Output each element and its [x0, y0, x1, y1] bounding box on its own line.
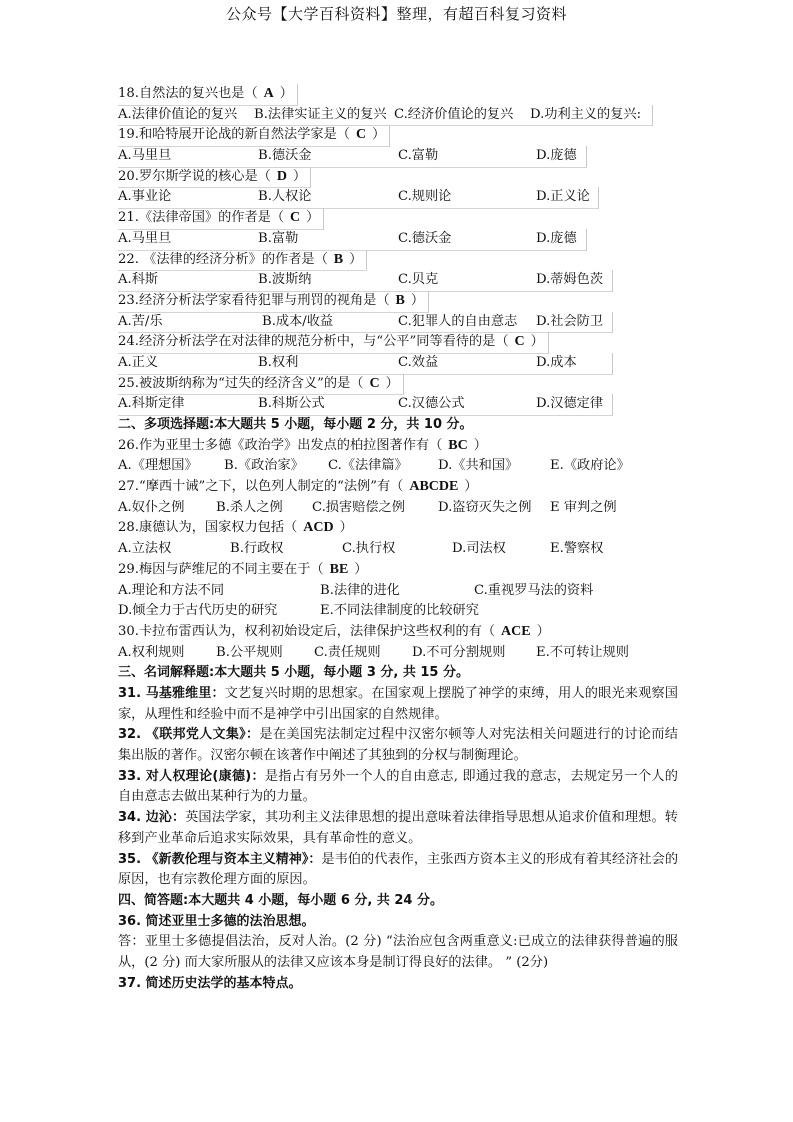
question-26: 26.作为亚里士多德《政治学》出发点的柏拉图著作有（ BC ） [118, 437, 487, 453]
option: E.警察权 [550, 541, 604, 557]
option: B.行政权 [230, 541, 284, 557]
question-29: 29.梅因与萨维尼的不同主要在于（ BE ） [118, 561, 368, 577]
term-31: 31. 马基雅维里：文艺复兴时期的思想家。在国家观上摆脱了神学的束缚，用人的眼光来观察国家，从理性和经验中而不是神学中引出国家的自然规律。 [118, 685, 678, 722]
option: E.《政府论》 [550, 458, 630, 474]
question-25 [118, 374, 678, 395]
question-stem: 23.经济分析法学家看待犯罪与刑罚的视角是（ B ） [118, 291, 429, 313]
options-row [118, 105, 653, 127]
option: D.正义论 [536, 189, 590, 205]
options-row [118, 312, 613, 334]
answer: B [395, 292, 405, 308]
question-28: 28.康德认为，国家权力包括（ ACD ） [118, 520, 353, 536]
term-33: 33. 对人权理论(康德)：是指占有另外一个人的自由意志, 即通过我的意志，去规定另一个人的自由意志去做出某种行为的力量。 [118, 768, 678, 805]
question-stem: 22. 《法律的经济分析》的作者是（ B ） [118, 250, 367, 272]
options-row [118, 270, 613, 292]
answer: C [369, 375, 380, 391]
answer: ACE [501, 623, 531, 639]
question-23 [118, 291, 678, 312]
option: C.犯罪人的自由意志 [398, 313, 518, 329]
answer: B [333, 251, 344, 267]
question-stem: 24.经济分析法学在对法律的规范分析中，与“公平”同等看待的是（ C ） [118, 332, 549, 354]
question-18 [118, 84, 678, 105]
option: A.正义 [118, 354, 159, 370]
option: C.损害赔偿之例 [312, 499, 405, 515]
options-row [118, 353, 613, 375]
option: B.权利 [258, 354, 299, 370]
option: D.蒂姆色茨 [536, 272, 604, 288]
answer: ACD [303, 520, 334, 536]
question-36: 36. 简述亚里士多德的法治思想。 [118, 913, 315, 929]
question-22 [118, 250, 678, 271]
option: C.德沃金 [398, 230, 452, 246]
option: B.德沃金 [258, 148, 312, 164]
term-32: 32. 《联邦党人文集》：是在美国宪法制定过程中汉密尔顿等人对宪法相关问题进行的讨论而结集出版的著作。汉密尔顿在该著作中阐述了其独到的分权与制衡理论。 [118, 727, 678, 764]
options-row [118, 187, 599, 209]
option: E.不可转让规则 [536, 644, 629, 660]
answer: C [355, 127, 367, 143]
option: B.波斯纳 [258, 272, 312, 288]
answer: C [290, 210, 301, 226]
option: D.倾全力于古代历史的研究 [118, 603, 278, 619]
option: B.法律实证主义的复兴 [254, 106, 387, 122]
option: B.人权论 [258, 189, 312, 205]
option: C.执行权 [342, 541, 396, 557]
options-24 [118, 353, 678, 374]
option: B.公平规则 [216, 644, 283, 660]
options-20 [118, 187, 678, 208]
option: C.责任规则 [314, 644, 381, 660]
question-stem: 21.《法律帝国》的作者是（ C ） [118, 208, 324, 230]
option: C.汉德公式 [398, 396, 465, 412]
option: D.《共和国》 [438, 458, 519, 474]
option: D.庞德 [536, 230, 577, 246]
options-23 [118, 312, 678, 333]
option: B.法律的进化 [320, 582, 400, 598]
section-heading: 四、简答题:本大题共 4 小题，每小题 6 分, 共 24 分。 [118, 892, 444, 908]
option: D.庞德 [536, 148, 577, 164]
options-22 [118, 270, 678, 291]
document-body [118, 84, 678, 994]
option: D.社会防卫 [536, 313, 604, 329]
section-heading: 三、名词解释题:本大题共 5 小题，每小题 3 分, 共 15 分。 [118, 665, 470, 681]
options-29a [118, 581, 678, 602]
option: D.功利主义的复兴: [530, 106, 642, 122]
option: D.不可分割规则 [412, 644, 506, 660]
option: A.立法权 [118, 541, 172, 557]
option: D.司法权 [452, 541, 506, 557]
options-28 [118, 539, 678, 560]
option: C.富勒 [398, 148, 439, 164]
options-21 [118, 229, 678, 250]
option: D.汉德定律 [536, 396, 604, 412]
question-37: 37. 简述历史法学的基本特点。 [118, 975, 302, 991]
answer: BC [448, 437, 468, 453]
options-18 [118, 105, 678, 126]
option: C.重视罗马法的资料 [474, 582, 594, 598]
question-stem: 19.和哈特展开论战的新自然法学家是（ C ） [118, 125, 390, 147]
answer: A [263, 86, 274, 101]
option: A.苦/乐 [118, 313, 163, 329]
option: D.成本 [536, 354, 577, 370]
option: C.规则论 [398, 189, 452, 205]
question-27: 27.“摩西十诫”之下，以色列人制定的“法例”有（ ABCDE ） [118, 479, 478, 495]
options-26 [118, 456, 678, 477]
term-35: 35. 《新教伦理与资本主义精神》：是韦伯的代表作，主张西方资本主义的形成有着其经济社会的原因，也有宗教伦理方面的原因。 [118, 851, 679, 888]
options-30 [118, 643, 678, 664]
option: A.科斯定律 [118, 396, 185, 412]
options-row [118, 229, 587, 251]
section-heading: 二、多项选择题:本大题共 5 小题，每小题 2 分，共 10 分。 [118, 417, 473, 432]
answer: ABCDE [409, 479, 459, 495]
options-row [118, 146, 587, 168]
answer-36: 答：亚里士多德提倡法治，反对人治。(2 分) “法治应包含两重意义:已成立的法律获得普遍的服从，(2 分) 而大家所服从的法律又应该本身是制订得良好的法律。 ” (2分) [118, 934, 678, 971]
option: A.理论和方法不同 [118, 582, 225, 598]
term-34: 34. 边沁：英国法学家，其功利主义法律思想的提出意味着法律指导思想从追求价值和理想。转移到产业革命后追求实际效果，具有革命性的意义。 [118, 810, 678, 846]
option: A.权利规则 [118, 644, 185, 660]
option: B.成本/收益 [262, 313, 334, 329]
option: B.科斯公式 [258, 396, 325, 412]
option: E 审判之例 [550, 499, 617, 515]
question-stem: 20.罗尔斯学说的核心是（ D ） [118, 167, 311, 189]
option: C.贝克 [398, 272, 439, 288]
option: D.盗窃灭失之例 [438, 499, 532, 515]
answer: D [276, 168, 287, 184]
question-stem: 25.被波斯纳称为“过失的经济含义”的是（ C ） [118, 374, 404, 396]
options-19 [118, 146, 678, 167]
option: C.《法律篇》 [328, 458, 408, 474]
option: E.不同法律制度的比较研究 [320, 603, 479, 619]
question-stem: 18.自然法的复兴也是（ A ） [118, 84, 298, 106]
question-19 [118, 125, 678, 146]
option: A.法律价值论的复兴 [118, 106, 238, 122]
answer: BE [329, 561, 349, 577]
page-header: 公众号【大学百科资料】整理，有超百科复习资料 [225, 5, 567, 23]
question-21 [118, 208, 678, 229]
options-row [118, 394, 613, 416]
option: C.经济价值论的复兴 [394, 106, 514, 122]
option: A.奴仆之例 [118, 499, 185, 515]
option: A.科斯 [118, 272, 159, 288]
answer: C [514, 334, 525, 350]
option: B.《政治家》 [224, 458, 304, 474]
options-29b [118, 601, 678, 622]
option: A.事业论 [118, 189, 172, 205]
option: A.马里旦 [118, 230, 172, 246]
option: A.《理想国》 [118, 458, 198, 474]
option: B.富勒 [258, 230, 299, 246]
options-25 [118, 394, 678, 415]
option: B.杀人之例 [216, 499, 283, 515]
question-30: 30.卡拉布雷西认为，权利初始设定后，法律保护这些权利的有（ ACE ） [118, 623, 550, 639]
option: C.效益 [398, 354, 439, 370]
question-20 [118, 167, 678, 188]
option: A.马里旦 [118, 148, 172, 164]
question-24 [118, 332, 678, 353]
options-27 [118, 498, 678, 519]
